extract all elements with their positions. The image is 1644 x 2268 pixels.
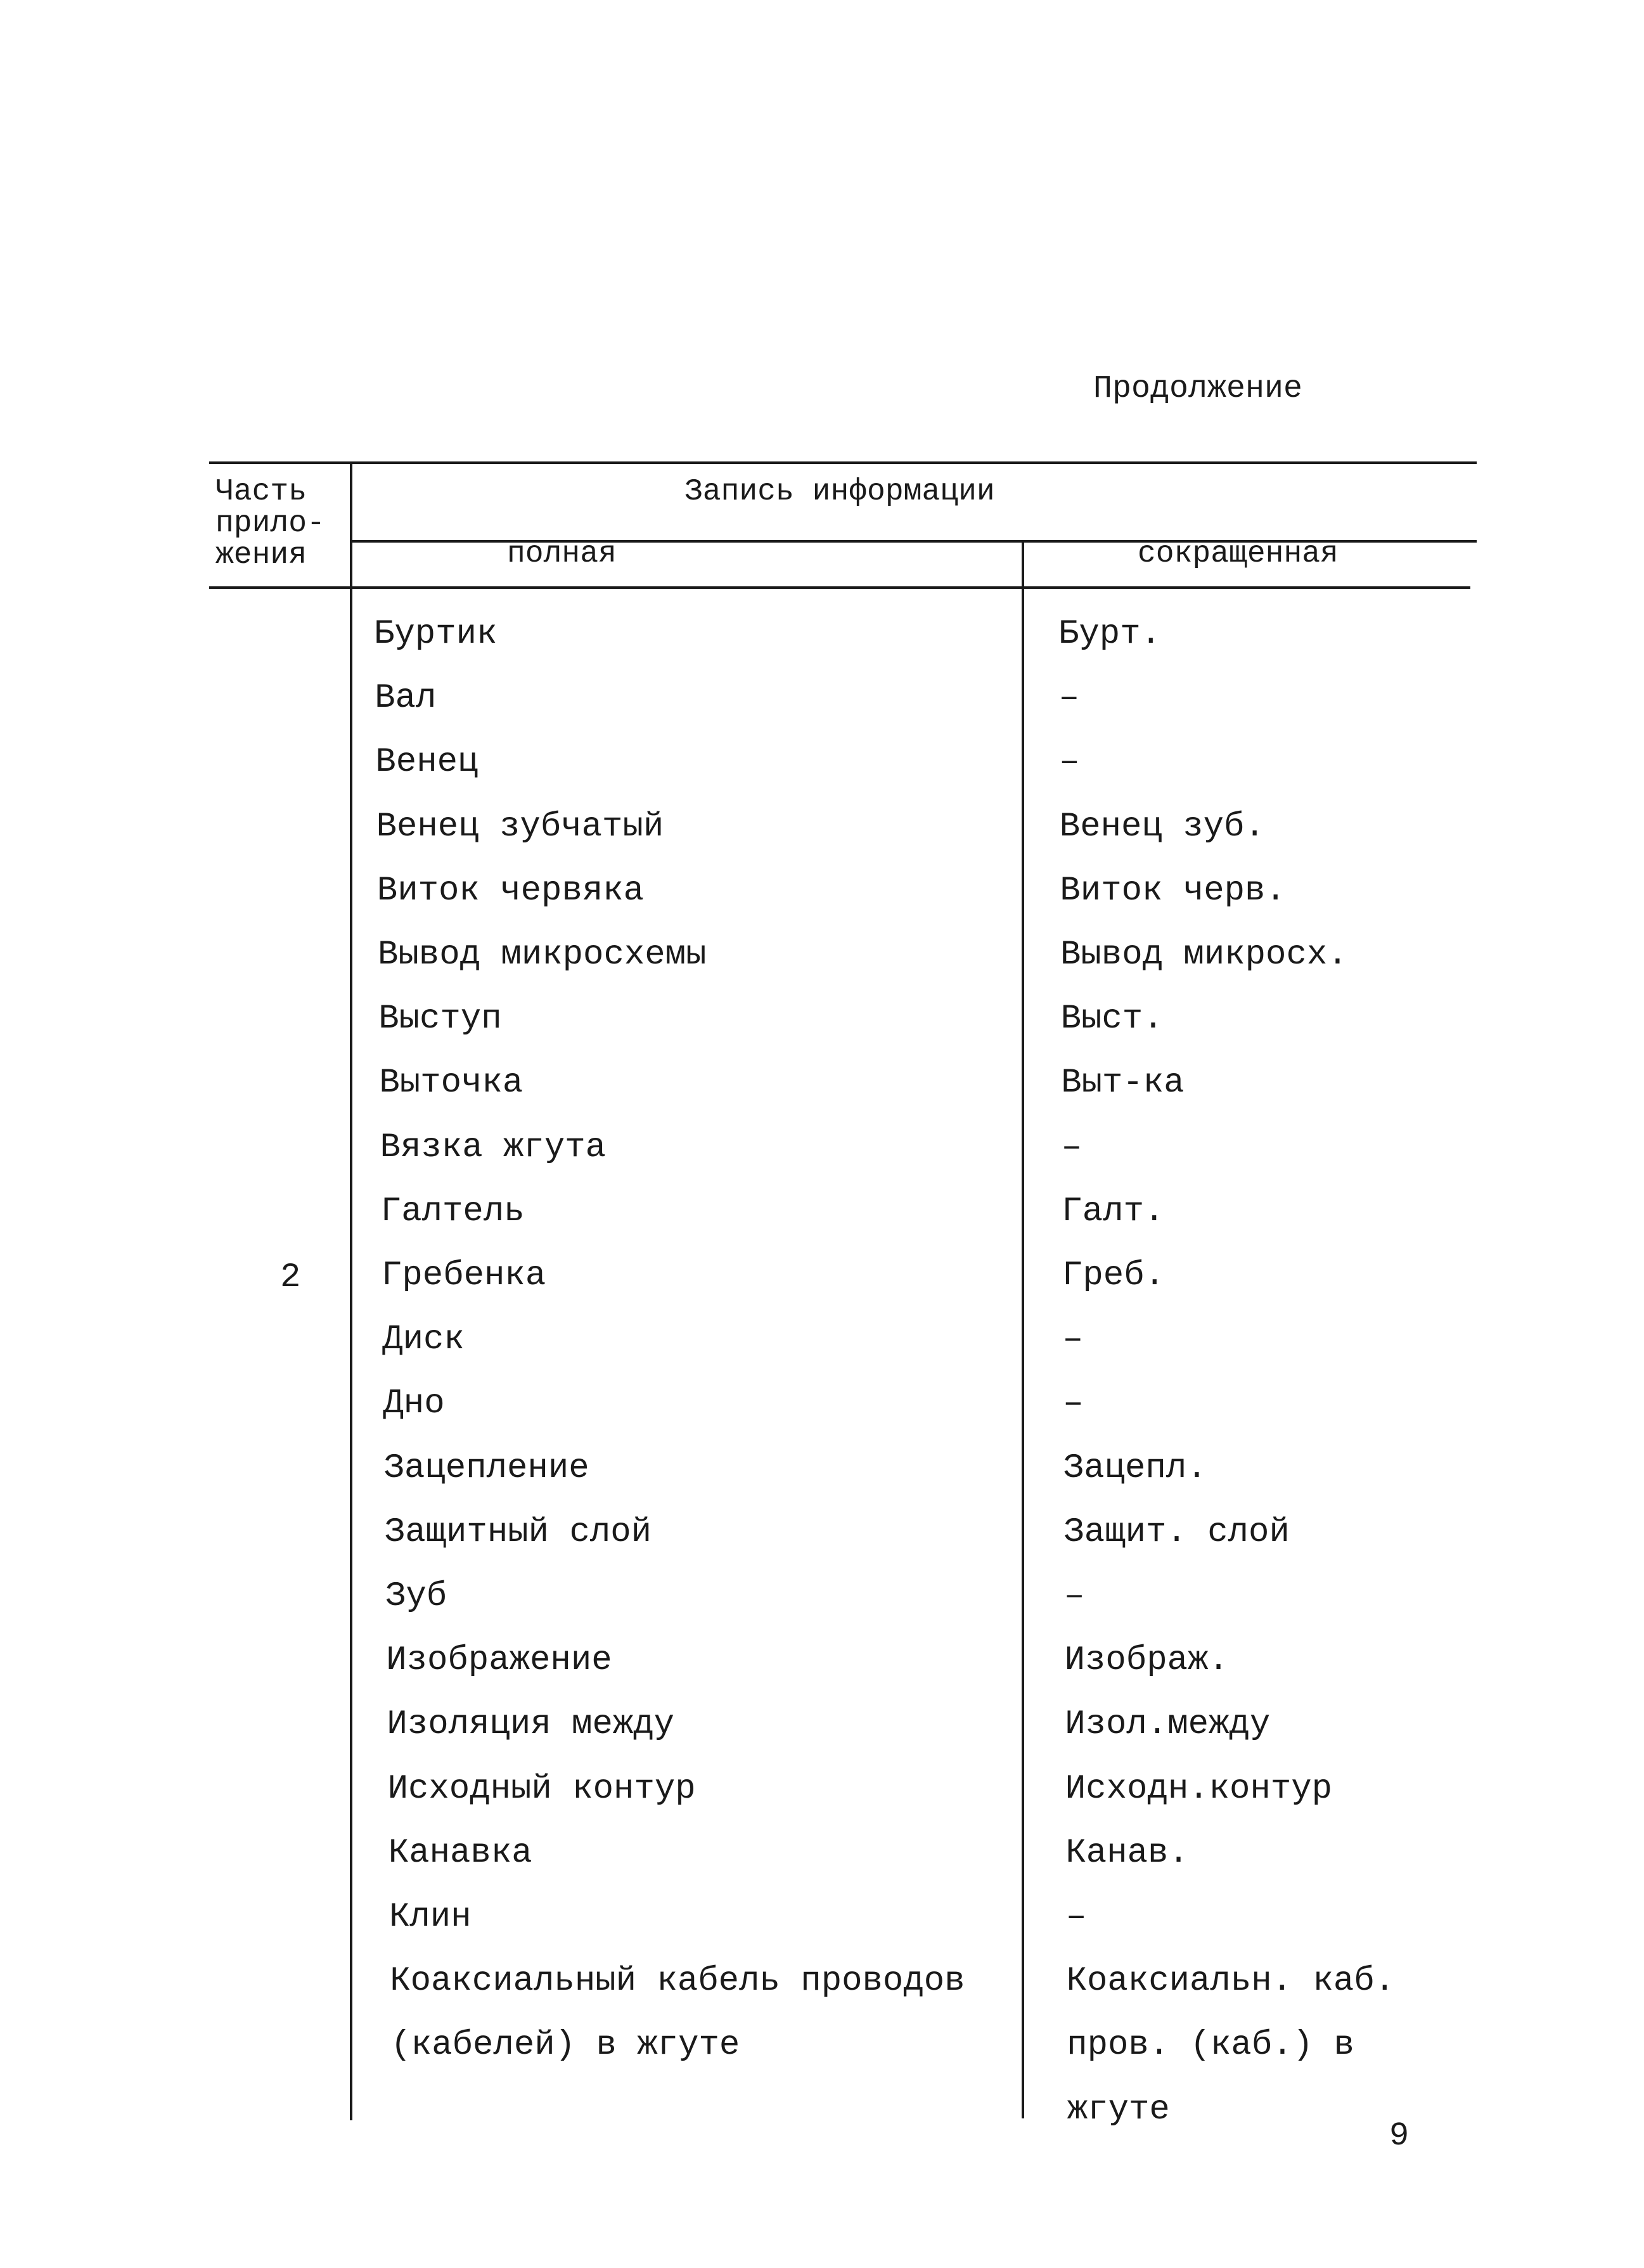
row-3-short: –	[1059, 743, 1080, 782]
row-24-short: жгуте	[1067, 2091, 1170, 2129]
row-20-short: Канав.	[1065, 1834, 1189, 1872]
row-9-short: –	[1061, 1128, 1082, 1167]
row-13-full: Дно	[383, 1384, 445, 1423]
row-23-full: (кабелей) в жгуте	[390, 2026, 740, 2065]
short-header: сокращенная	[1138, 537, 1339, 571]
row-2-full: Вал	[375, 679, 437, 718]
row-5-short: Виток черв.	[1060, 872, 1286, 910]
header-bottom-rule	[209, 586, 1470, 589]
row-21-short: –	[1066, 1898, 1087, 1936]
column-divider-short	[1022, 540, 1024, 2118]
row-7-full: Выступ	[378, 1000, 502, 1038]
part-header-line-2: прило-	[215, 506, 325, 541]
table-top-rule	[209, 461, 1477, 464]
row-17-full: Изображение	[386, 1641, 612, 1680]
row-6-full: Вывод микросхемы	[378, 936, 707, 974]
row-16-short: –	[1064, 1577, 1085, 1616]
row-8-short: Выт-ка	[1061, 1064, 1185, 1102]
row-18-short: Изол.между	[1065, 1705, 1271, 1744]
row-15-full: Защитный слой	[384, 1513, 652, 1552]
row-1-full: Буртик	[374, 615, 498, 654]
part-header-line-3: жения	[215, 538, 307, 572]
row-8-full: Выточка	[379, 1064, 523, 1102]
row-4-short: Венец зуб.	[1059, 808, 1265, 846]
row-5-full: Виток червяка	[376, 872, 645, 910]
row-21-full: Клин	[389, 1898, 472, 1936]
full-header: полная	[507, 537, 617, 571]
row-16-full: Зуб	[385, 1577, 447, 1616]
row-19-full: Исходный контур	[387, 1770, 696, 1808]
part-header-line-1: Часть	[215, 475, 307, 509]
record-header: Запись информации	[684, 475, 995, 509]
row-17-short: Изображ.	[1064, 1641, 1229, 1680]
row-14-short: Зацепл.	[1063, 1449, 1207, 1488]
row-10-full: Галтель	[380, 1192, 525, 1231]
row-11-full: Гребенка	[382, 1256, 546, 1295]
row-19-short: Исходн.контур	[1065, 1770, 1333, 1808]
page-number: 9	[1389, 2117, 1410, 2155]
row-12-full: Диск	[382, 1320, 465, 1359]
row-10-short: Галт.	[1062, 1192, 1165, 1231]
row-22-short: Коаксиальн. каб.	[1066, 1962, 1396, 2001]
row-3-full: Венец	[375, 743, 478, 782]
row-14-full: Зацепление	[383, 1449, 589, 1488]
continuation-label: Продолжение	[1093, 371, 1303, 407]
row-4-full: Венец зубчатый	[376, 808, 664, 846]
row-13-short: –	[1063, 1384, 1084, 1423]
row-9-full: Вязка жгута	[380, 1128, 607, 1167]
row-2-short: –	[1058, 679, 1079, 718]
row-18-full: Изоляция между	[387, 1705, 675, 1744]
row-1-short: Бурт.	[1058, 615, 1162, 654]
part-value: 2	[280, 1258, 301, 1297]
row-7-short: Выст.	[1060, 1000, 1164, 1038]
row-20-full: Канавка	[388, 1834, 532, 1872]
row-15-short: Защит. слой	[1063, 1513, 1290, 1552]
row-11-short: Греб.	[1062, 1256, 1166, 1295]
column-divider-part	[350, 461, 352, 2120]
row-22-full: Коаксиальный кабель проводов	[390, 1962, 965, 2001]
row-23-short: пров. (каб.) в	[1067, 2026, 1354, 2065]
row-6-short: Вывод микросх.	[1060, 936, 1348, 974]
row-12-short: –	[1062, 1320, 1083, 1359]
